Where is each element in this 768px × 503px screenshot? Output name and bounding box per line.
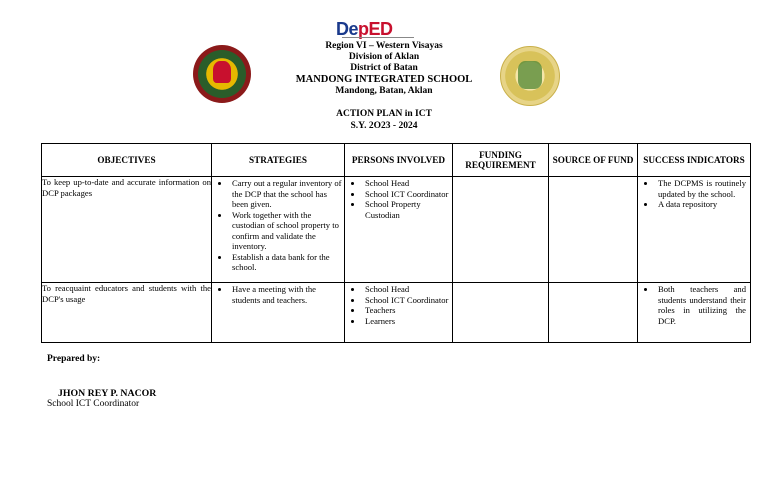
list-item: • School ICT Coordinator bbox=[363, 295, 450, 306]
list-item: • Work together with the custodian of school property to confirm and validate the inventory. bbox=[230, 210, 342, 252]
funding-cell bbox=[453, 283, 549, 343]
region-text: Region VI – Western Visayas bbox=[325, 41, 443, 51]
strategies-cell bbox=[212, 177, 345, 283]
school-year: S.Y. 2O23 - 2024 bbox=[350, 120, 418, 131]
indicators-cell bbox=[638, 283, 751, 343]
list-item: • Establish a data bank for the school. bbox=[230, 252, 342, 273]
column-header: SOURCE OF FUND bbox=[549, 144, 638, 177]
list-item: • Have a meeting with the students and teachers. bbox=[230, 284, 342, 305]
plan-title: ACTION PLAN in ICT bbox=[336, 109, 432, 119]
list-item: • Carry out a regular inventory of the DCP that the school has been given. bbox=[230, 178, 342, 210]
funding-cell bbox=[453, 177, 549, 283]
list-item: • A data repository bbox=[656, 199, 746, 210]
list-item: • School Head bbox=[363, 284, 450, 295]
preparer-position: School ICT Coordinator bbox=[47, 399, 140, 409]
column-header: FUNDING REQUIREMENT bbox=[453, 144, 549, 177]
source-cell bbox=[549, 283, 638, 343]
letterhead bbox=[0, 41, 768, 97]
column-header: STRATEGIES bbox=[212, 144, 345, 177]
table-header-row bbox=[42, 144, 751, 177]
persons-cell bbox=[345, 283, 453, 343]
strategies-cell bbox=[212, 283, 345, 343]
table-row bbox=[42, 177, 751, 283]
preparer-name: JHON REY P. NACOR bbox=[58, 388, 157, 399]
list-item: • School Property Custodian bbox=[363, 199, 450, 220]
list-item: • The DCPMS is routinely updated by the school. bbox=[656, 178, 746, 199]
column-header: OBJECTIVES bbox=[42, 144, 212, 177]
district-text: District of Batan bbox=[350, 63, 418, 73]
prepared-by-label: Prepared by: bbox=[47, 354, 101, 364]
action-plan-table bbox=[41, 143, 751, 343]
list-item: • Learners bbox=[363, 316, 450, 327]
deped-logo: DepED bbox=[336, 20, 420, 40]
column-header: PERSONS INVOLVED bbox=[345, 144, 453, 177]
objective-cell: To reacquaint educators and students with the DCP's usage bbox=[42, 283, 212, 343]
school-name: MANDONG INTEGRATED SCHOOL bbox=[295, 74, 473, 85]
list-item: • School Head bbox=[363, 178, 450, 189]
table-row bbox=[42, 283, 751, 343]
list-item: • Both teachers and students understand their roles in utilizing the DCP. bbox=[656, 284, 746, 326]
indicators-cell bbox=[638, 177, 751, 283]
list-item: • Teachers bbox=[363, 305, 450, 316]
list-item: • School ICT Coordinator bbox=[363, 189, 450, 200]
plan-heading bbox=[0, 109, 768, 132]
school-address: Mandong, Batan, Aklan bbox=[335, 86, 433, 96]
division-text: Division of Aklan bbox=[348, 52, 420, 62]
objective-cell: To keep up-to-date and accurate information on DCP packages bbox=[42, 177, 212, 283]
persons-cell bbox=[345, 177, 453, 283]
source-cell bbox=[549, 177, 638, 283]
column-header: SUCCESS INDICATORS bbox=[638, 144, 751, 177]
